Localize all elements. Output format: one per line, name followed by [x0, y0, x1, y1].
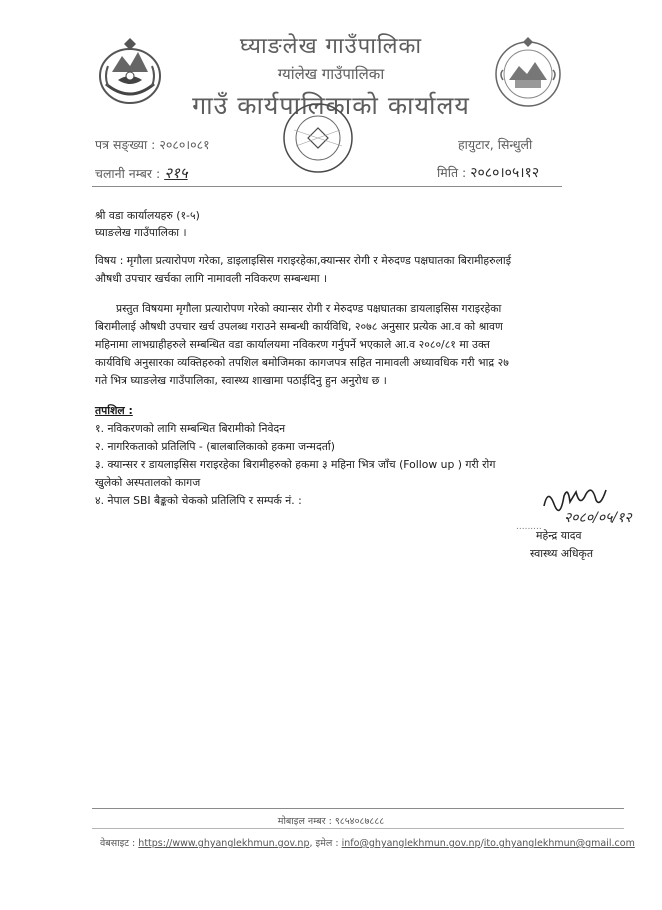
email-link-1[interactable]: info@ghyanglekhmun.gov.np	[341, 838, 481, 849]
municipality-name: घ्याङलेख गाउँपालिका	[239, 34, 423, 59]
email-link-2[interactable]: ito.ghyanglekhmun@gmail.com	[483, 838, 635, 849]
footer-contacts: वेबसाइट : https://www.ghyanglekhmun.gov.np, इमेल : info@ghyanglekhmun.gov.np/ito.ghyanglekhmun@gmail.com	[100, 838, 635, 849]
body-line: बिरामीलाई औषधी उपचार खर्च उपलब्ध गराउने सम्बन्धी कार्यविधि, २०७८ अनुसार प्रत्येक आ.व को श्रावण	[95, 320, 503, 333]
dispatch-number-value: २१५	[164, 164, 188, 182]
subject-line-1: विषय : मृगौला प्रत्यारोपण गरेका, डाइलाइसिस गराइरहेका,क्यान्सर रोगी र मेरुदण्ड पक्षघातका बिरामीहरुलाई	[95, 254, 511, 267]
body-line: प्रस्तुत विषयमा मृगौला प्रत्यारोपण गरेको क्यान्सर रोगी र मेरुदण्ड पक्षघातका डायलाइसिस गराइरहेका	[116, 302, 502, 315]
email-label: इमेल :	[315, 838, 339, 849]
body-line: कार्यविधि अनुसारका व्यक्तिहरुको तपशिल बमोजिमका कागजपत्र सहित नामावली अध्यावधिक गरी भाद्र २७	[95, 356, 509, 369]
header-divider	[92, 186, 562, 187]
details-item: ४. नेपाल SBI बैङ्कको चेकको प्रतिलिपि र सम्पर्क नं. :	[95, 494, 302, 507]
details-item: ३. क्यान्सर र डायलाइसिस गराइरहेका बिरामीहरुको हकमा ३ महिना भित्र जाँच (Follow up ) गरी रोग	[95, 458, 496, 471]
office-address: हायुटार, सिन्धुली	[458, 137, 533, 152]
website-label: वेबसाइट :	[100, 838, 136, 849]
letter-date-value: २०८०।०५।१२	[470, 165, 540, 181]
details-item: २. नागरिकताको प्रतिलिपि - (बालबालिकाको हकमा जन्मदर्ता)	[95, 440, 335, 453]
body-line: गते भित्र घ्याङलेख गाउँपालिका, स्वास्थ्य शाखामा पठाईदिनु हुन अनुरोध छ ।	[95, 374, 387, 387]
letter-date-label: मिति :	[437, 165, 467, 180]
office-name: गाउँ कार्यपालिकाको कार्यालय	[192, 91, 470, 120]
subject-line-2: औषधी उपचार खर्चका लागि नामावली नविकरण सम्बन्धमा ।	[95, 272, 328, 285]
details-item: १. नविकरणको लागि सम्बन्धित बिरामीको निवेदन	[95, 422, 286, 435]
body-line: महिनामा लाभग्राहीहरुले सम्बन्धित वडा कार्यालयमा नविकरण गर्नुपर्ने भएकाले आ.व २०८०/८१ मा उक्त	[95, 338, 490, 351]
signatory-name: महेन्द्र यादव	[536, 529, 582, 542]
dispatch-number	[95, 163, 188, 183]
signature-dotted-line: .........	[516, 522, 542, 532]
website-link[interactable]: https://www.ghyanglekhmun.gov.np	[138, 838, 310, 849]
letter-number-value: २०८०।०८१	[159, 137, 210, 152]
dispatch-number-label: चलानी नम्बर :	[95, 166, 161, 181]
footer-divider	[92, 808, 624, 809]
signatory-designation: स्वास्थ्य अधिकृत	[530, 547, 593, 560]
office-stamp-icon	[280, 100, 356, 176]
municipality-logo-icon	[493, 36, 563, 110]
letter-number	[95, 136, 210, 153]
signature-date: २०८०/०५/१२	[564, 510, 632, 526]
municipality-name-tamang: ग्यांलेख गाउँपालिका	[277, 65, 385, 83]
footer-mobile: मोबाइल नम्बर : ९८५४०८७८८८	[277, 816, 385, 827]
footer-divider-2	[92, 828, 624, 829]
details-heading: तपशिल :	[95, 404, 133, 417]
recipient-line-1: श्री वडा कार्यालयहरु (१-५)	[95, 209, 200, 222]
letter-date	[437, 163, 539, 182]
details-item: खुलेको अस्पतालको कागज	[95, 476, 201, 489]
letter-number-label: पत्र सङ्ख्या :	[95, 137, 156, 152]
recipient-line-2: घ्याङलेख गाउँपालिका ।	[95, 226, 187, 239]
